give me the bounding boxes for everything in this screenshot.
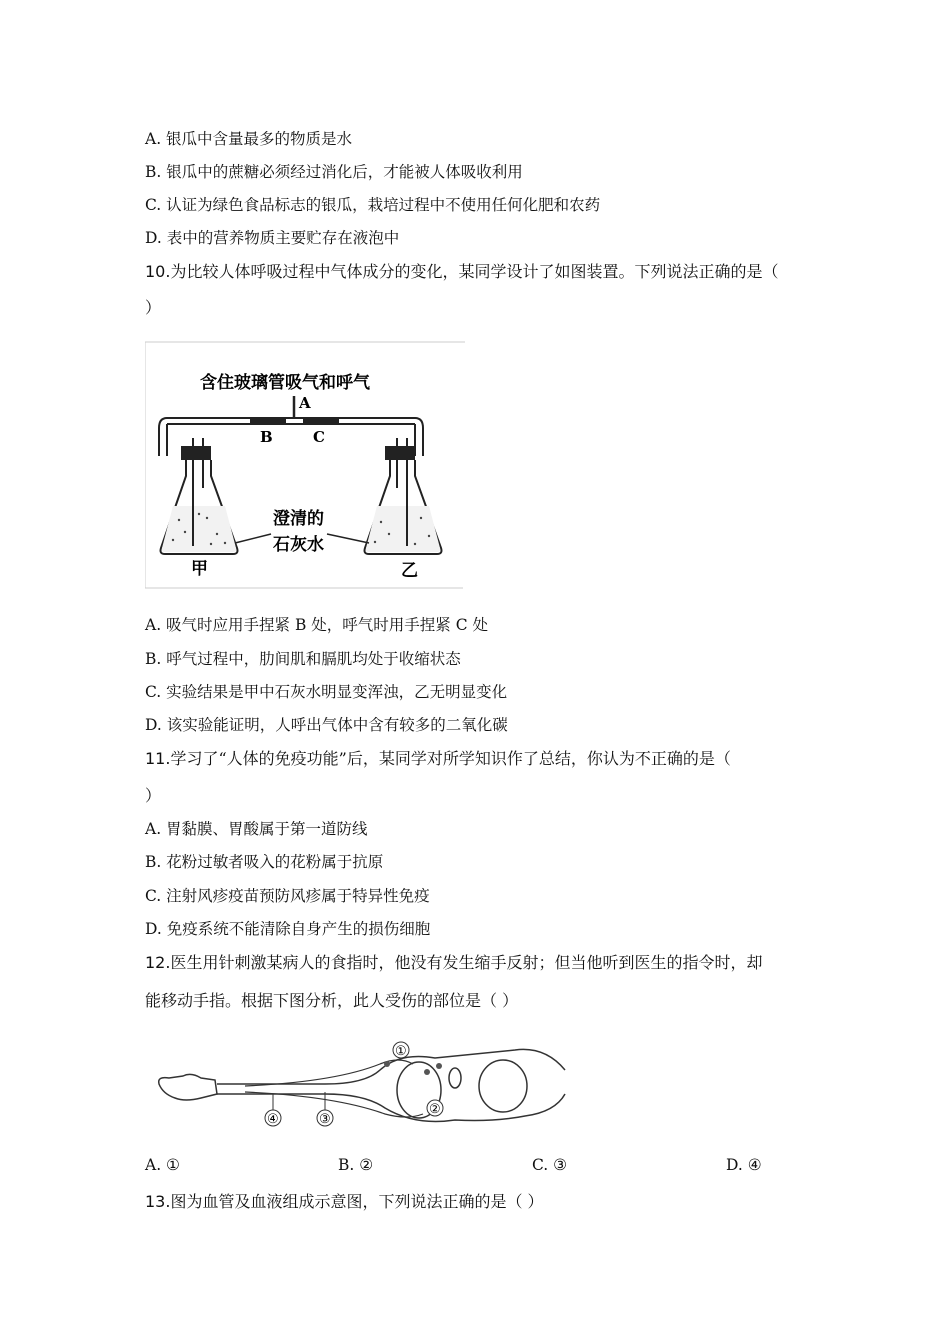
apparatus-diagram: [145, 338, 465, 590]
q9-option-a: A. 银瓜中含量最多的物质是水: [145, 130, 353, 148]
q11-option-b: B. 花粉过敏者吸入的花粉属于抗原: [145, 853, 384, 871]
label-a: A: [299, 394, 311, 412]
q10-option-a: A. 吸气时应用手捏紧 B 处，呼气时用手捏紧 C 处: [145, 616, 489, 634]
flask-right: [365, 438, 442, 554]
hand-outline: [159, 1074, 217, 1100]
q11-option-a: A. 胃黏膜、胃酸属于第一道防线: [145, 820, 368, 838]
q10-apparatus-figure: [145, 338, 465, 590]
q9-option-b: B. 银瓜中的蔗糖必须经过消化后，才能被人体吸收利用: [145, 163, 523, 181]
q10-option-c: C. 实验结果是甲中石灰水明显变浑浊，乙无明显变化: [145, 683, 508, 701]
q11-option-d: D. 免疫系统不能清除自身产生的损伤细胞: [145, 920, 431, 938]
q12-number: 12.: [145, 953, 171, 972]
flask-right-label: 乙: [401, 561, 418, 581]
rubber-tube-b: [250, 417, 286, 425]
q12-option-c: C. ③: [532, 1156, 568, 1174]
label-c: C: [313, 428, 325, 446]
q12-reflex-figure: [155, 1036, 575, 1132]
q12-option-d: D. ④: [726, 1156, 762, 1174]
q12-option-a: A. ①: [145, 1156, 180, 1174]
liquid-label-2: 石灰水: [273, 535, 324, 555]
rubber-tube-c: [303, 417, 339, 425]
q11-stem-text: 学习了“人体的免疫功能”后，某同学对所学知识作了总结，你认为不正确的是（: [170, 749, 731, 768]
marker-1: ①: [395, 1044, 407, 1059]
q11-stem-end: ）: [145, 786, 162, 805]
q13-stem-text: 图为血管及血液组成示意图，下列说法正确的是（ ）: [170, 1192, 544, 1211]
flask-left: [161, 438, 238, 554]
q12-stem-line2: 能移动手指。根据下图分析，此人受伤的部位是（ ）: [145, 991, 519, 1010]
q9-option-d: D. 表中的营养物质主要贮存在液泡中: [145, 229, 400, 247]
q10-stem-text: 为比较人体呼吸过程中气体成分的变化，某同学设计了如图装置。下列说法正确的是（: [170, 262, 779, 281]
label-b: B: [260, 428, 273, 446]
q11-option-c: C. 注射风疹疫苗预防风疹属于特异性免疫: [145, 887, 430, 905]
flask-left-label: 甲: [191, 559, 208, 579]
q10-number: 10.: [145, 262, 171, 281]
q13-number: 13.: [145, 1192, 171, 1211]
liquid-label-1: 澄清的: [273, 509, 324, 529]
marker-4: ④: [267, 1112, 279, 1127]
reflex-arc-diagram: [155, 1036, 575, 1132]
q10-stem: [145, 259, 778, 282]
q13-stem: [145, 1189, 544, 1212]
marker-2: ②: [429, 1102, 441, 1117]
q12-option-b: B. ②: [338, 1156, 374, 1174]
q11-stem: [145, 746, 731, 769]
q9-option-c: C. 认证为绿色食品标志的银瓜，栽培过程中不使用任何化肥和农药: [145, 196, 601, 214]
q10-stem-end: ）: [145, 298, 162, 317]
q10-option-b: B. 呼气过程中，肋间肌和膈肌均处于收缩状态: [145, 650, 461, 668]
q10-option-d: D. 该实验能证明，人呼出气体中含有较多的二氧化碳: [145, 716, 508, 734]
marker-3: ③: [319, 1112, 331, 1127]
q12-stem-text: 医生用针刺激某病人的食指时，他没有发生缩手反射；但当他听到医生的指令时，却: [170, 953, 763, 972]
q11-number: 11.: [145, 749, 171, 768]
apparatus-caption: 含住玻璃管吸气和呼气: [200, 373, 370, 393]
q12-stem-line1: [145, 950, 762, 973]
